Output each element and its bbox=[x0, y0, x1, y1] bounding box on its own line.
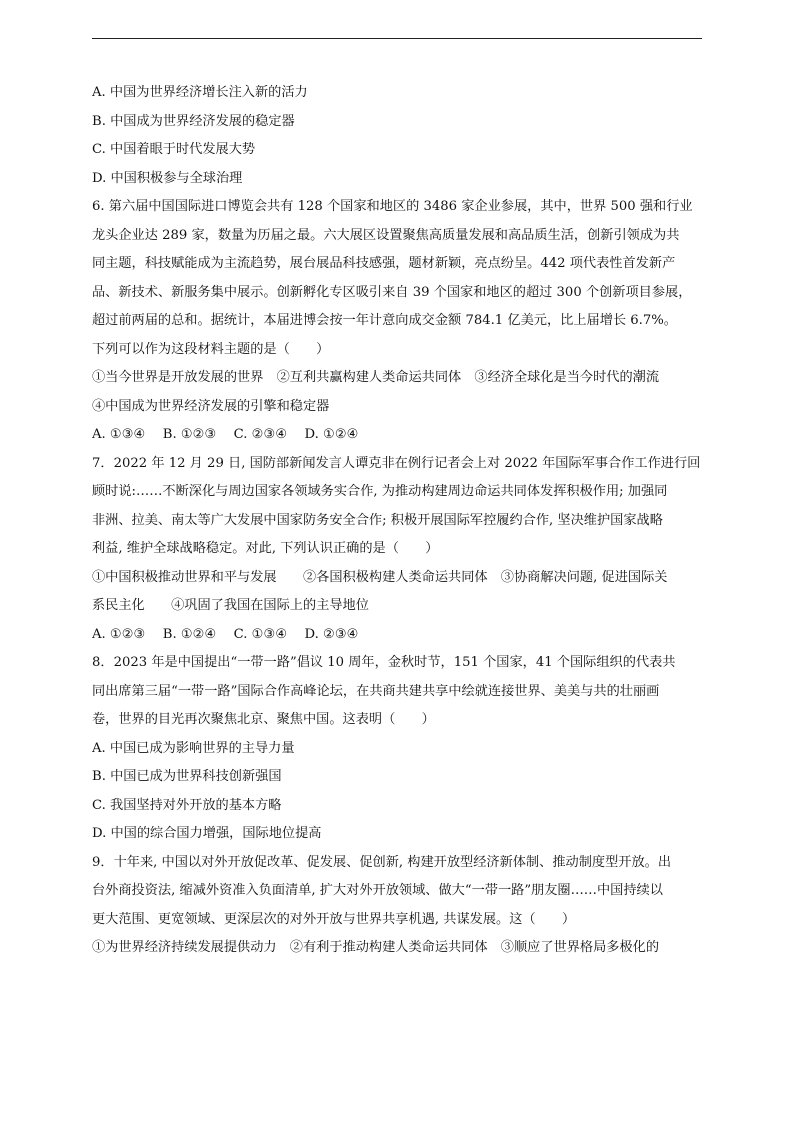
q9-line: 台外商投资法, 缩减外资准入负面清单, 扩大对外开放领域、做大“一带一路”朋友圈……中国持续以 bbox=[92, 883, 663, 898]
q7-options: A. ①②③ B. ①②④ C. ①③④ D. ②③④ bbox=[92, 626, 359, 642]
q9-line: 更大范围、更宽领域、更深层次的对外开放与世界共享机遇, 共谋发展。这（ ） bbox=[92, 911, 576, 927]
q6-line: 品、新技术、新服务集中展示。创新孵化专区吸引来自 39 个国家和地区的超过 300 个创新项目参展， bbox=[92, 284, 692, 300]
q6-line: 超过前两届的总和。据统计，本届进博会按一年计意向成交金额 784.1 亿美元，比上届增长 6.7%。 bbox=[92, 313, 677, 328]
q6-statements: ①当今世界是开放发展的世界 ②互利共赢构建人类命运共同体 ③经济全球化是当今时代的潮流 bbox=[92, 370, 660, 385]
q7-statements: 系民主化 ④巩固了我国在国际上的主导地位 bbox=[92, 598, 369, 613]
q6-options: A. ①③④ B. ①②③ C. ②③④ D. ①②④ bbox=[92, 427, 359, 442]
q5-option-d: D. 中国积极参与全球治理 bbox=[92, 170, 243, 186]
q8-option-d: D. 中国的综合国力增强，国际地位提高 bbox=[92, 826, 322, 841]
q6-line: 同主题，科技赋能成为主流趋势，展台展品科技感强，题材新颖，亮点纷呈。442 项代表性首发新产 bbox=[92, 256, 676, 271]
q6-line: 6. 第六届中国国际进口博览会共有 128 个国家和地区的 3486 家企业参展，其中，世界 500 强和行业 bbox=[92, 199, 693, 214]
q8-option-c: C. 我国坚持对外开放的基本方略 bbox=[92, 797, 282, 813]
q6-line: 下列可以作为这段材料主题的是（ ） bbox=[92, 341, 330, 357]
q6-line: 龙头企业达 289 家，数量为历届之最。六大展区设置聚焦高质量发展和高品质生活，创新引领成为共 bbox=[92, 227, 680, 243]
q5-option-a: A. 中国为世界经济增长注入新的活力 bbox=[92, 85, 308, 100]
q6-statements: ④中国成为世界经济发展的引擎和稳定器 bbox=[92, 398, 330, 414]
q8-line: 卷，世界的目光再次聚焦北京、聚焦中国。这表明（ ） bbox=[92, 712, 435, 727]
q7-line: 7．2022 年 12 月 29 日, 国防部新闻发言人谭克非在例行记者会上对 2022 年国际军事合作工作进行回 bbox=[92, 455, 701, 471]
q8-option-a: A. 中国已成为影响世界的主导力量 bbox=[92, 740, 295, 756]
q7-line: 非洲、拉美、南太等广大发展中国家防务安全合作; 积极开展国际军控履约合作, 坚决维护国家战略 bbox=[92, 512, 663, 528]
header-rule bbox=[92, 38, 702, 39]
q8-option-b: B. 中国已成为世界科技创新强国 bbox=[92, 769, 282, 784]
q9-line: 9．十年来, 中国以对外开放促改革、促发展、促创新, 构建开放型经济新体制、推动制度型开放。出 bbox=[92, 854, 672, 870]
q8-line: 8．2023 年是中国提出“一带一路”倡议 10 周年，金秋时节，151 个国家，41 个国际组织的代表共 bbox=[92, 655, 676, 670]
q7-statements: ①中国积极推动世界和平与发展 ②各国积极构建人类命运共同体 ③协商解决问题, 促进国际关 bbox=[92, 569, 668, 585]
q8-line: 同出席第三届“一带一路”国际合作高峰论坛，在共商共建共享中绘就连接世界、美美与共的壮丽画 bbox=[92, 683, 660, 699]
q5-option-c: C. 中国着眼于时代发展大势 bbox=[92, 142, 256, 157]
q5-option-b: B. 中国成为世界经济发展的稳定器 bbox=[92, 113, 295, 129]
q9-statements: ①为世界经济持续发展提供动力 ②有利于推动构建人类命运共同体 ③顺应了世界格局多极化的 bbox=[92, 940, 660, 955]
page-content bbox=[92, 79, 704, 963]
q7-line: 利益, 维护全球战略稳定。对此, 下列认识正确的是（ ） bbox=[92, 541, 439, 556]
q7-line: 顾时说:……不断深化与周边国家各领域务实合作, 为推动构建周边命运共同体发挥积极作用; 加强同 bbox=[92, 484, 668, 499]
